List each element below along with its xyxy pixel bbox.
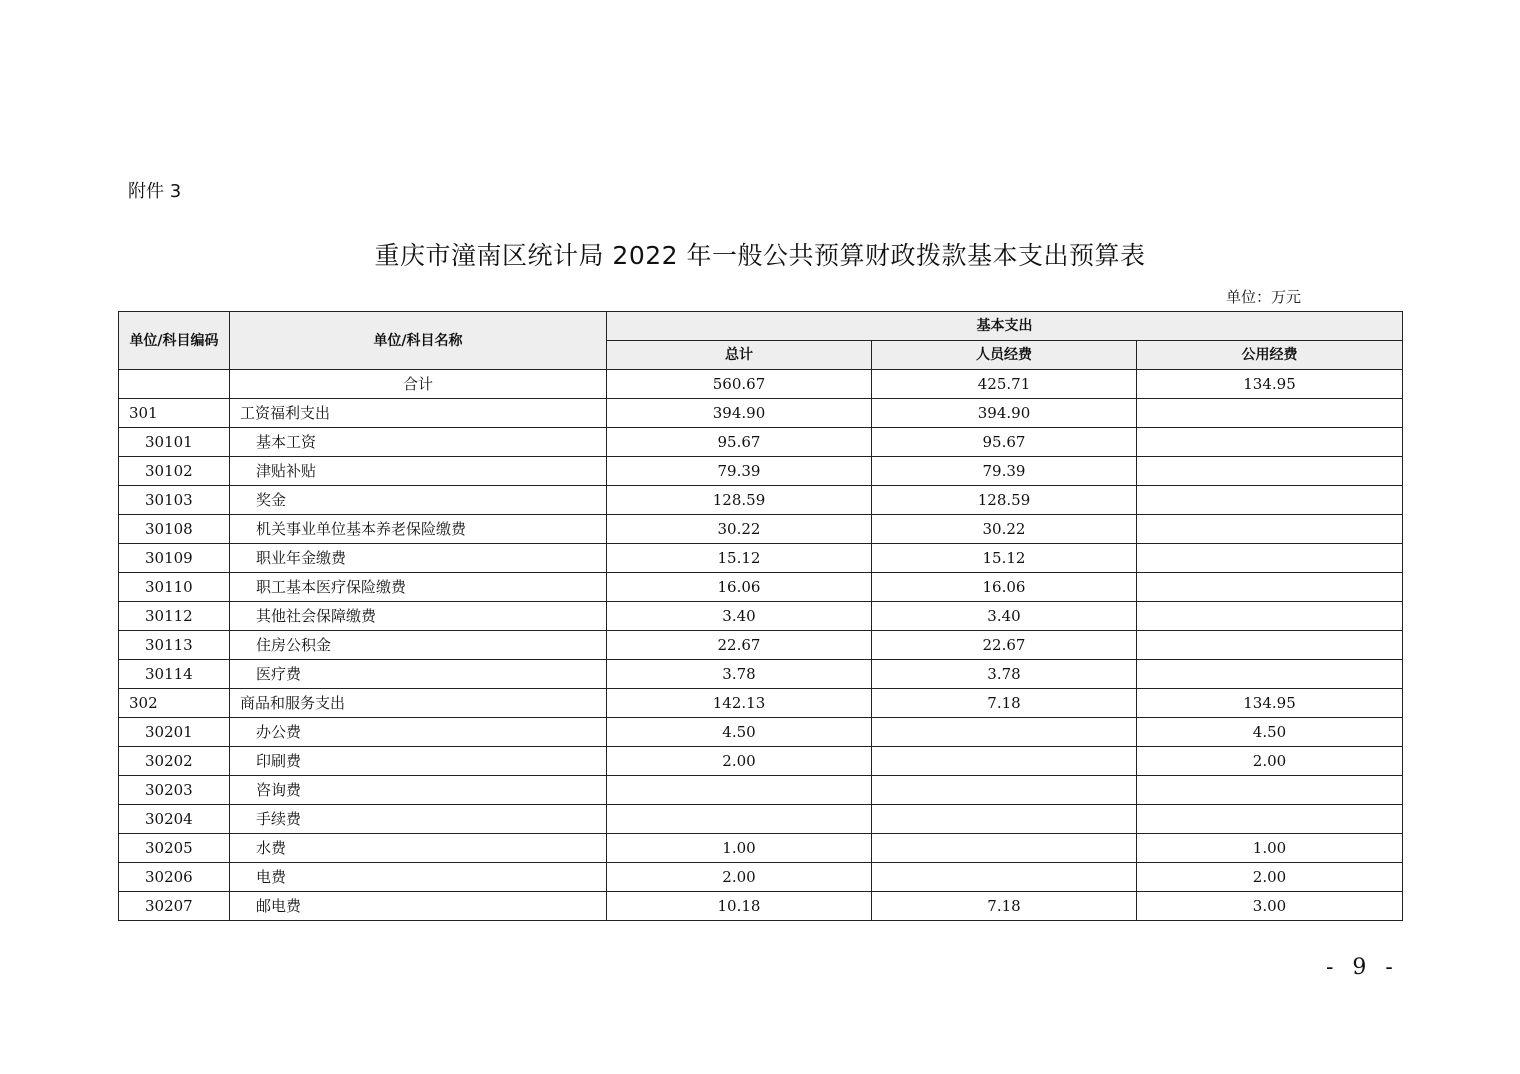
- cell-public: [1137, 457, 1403, 486]
- cell-code: 30109: [119, 544, 230, 573]
- cell-name: 办公费: [230, 718, 607, 747]
- header-total: 总计: [607, 341, 872, 370]
- cell-code: 30112: [119, 602, 230, 631]
- cell-code: 30110: [119, 573, 230, 602]
- cell-code: 30202: [119, 747, 230, 776]
- cell-total: 95.67: [607, 428, 872, 457]
- cell-total: 142.13: [607, 689, 872, 718]
- cell-name: 工资福利支出: [230, 399, 607, 428]
- cell-personnel: [872, 863, 1137, 892]
- cell-personnel: [872, 718, 1137, 747]
- cell-total: 79.39: [607, 457, 872, 486]
- cell-total: 3.40: [607, 602, 872, 631]
- cell-personnel: 3.78: [872, 660, 1137, 689]
- cell-code: 30101: [119, 428, 230, 457]
- cell-personnel: 7.18: [872, 892, 1137, 921]
- cell-code: 30205: [119, 834, 230, 863]
- cell-name: 印刷费: [230, 747, 607, 776]
- cell-name: 其他社会保障缴费: [230, 602, 607, 631]
- cell-name: 职工基本医疗保险缴费: [230, 573, 607, 602]
- header-public: 公用经费: [1137, 341, 1403, 370]
- cell-code: [119, 370, 230, 399]
- cell-public: [1137, 805, 1403, 834]
- cell-personnel: 30.22: [872, 515, 1137, 544]
- cell-name: 基本工资: [230, 428, 607, 457]
- cell-personnel: 79.39: [872, 457, 1137, 486]
- cell-name: 津贴补贴: [230, 457, 607, 486]
- cell-total: 4.50: [607, 718, 872, 747]
- table-row: [119, 834, 1403, 863]
- table-row: [119, 718, 1403, 747]
- cell-total: 1.00: [607, 834, 872, 863]
- cell-public: 134.95: [1137, 370, 1403, 399]
- table-row: [119, 515, 1403, 544]
- cell-total: [607, 776, 872, 805]
- cell-personnel: 394.90: [872, 399, 1137, 428]
- cell-name: 机关事业单位基本养老保险缴费: [230, 515, 607, 544]
- cell-public: [1137, 544, 1403, 573]
- cell-name: 咨询费: [230, 776, 607, 805]
- cell-public: 2.00: [1137, 747, 1403, 776]
- cell-public: 1.00: [1137, 834, 1403, 863]
- cell-public: [1137, 486, 1403, 515]
- cell-public: 134.95: [1137, 689, 1403, 718]
- table-row: [119, 892, 1403, 921]
- table-row: [119, 776, 1403, 805]
- cell-name: 电费: [230, 863, 607, 892]
- cell-name: 奖金: [230, 486, 607, 515]
- cell-total: 2.00: [607, 747, 872, 776]
- cell-name: 职业年金缴费: [230, 544, 607, 573]
- cell-total: 15.12: [607, 544, 872, 573]
- cell-code: 30207: [119, 892, 230, 921]
- cell-code: 30113: [119, 631, 230, 660]
- cell-public: [1137, 602, 1403, 631]
- cell-total: 2.00: [607, 863, 872, 892]
- header-personnel: 人员经费: [872, 341, 1137, 370]
- table-row: [119, 457, 1403, 486]
- cell-personnel: 128.59: [872, 486, 1137, 515]
- table-row: [119, 805, 1403, 834]
- cell-code: 30102: [119, 457, 230, 486]
- cell-total: 16.06: [607, 573, 872, 602]
- cell-personnel: 425.71: [872, 370, 1137, 399]
- table-row: [119, 486, 1403, 515]
- table-row: [119, 399, 1403, 428]
- header-name: 单位/科目名称: [230, 312, 607, 370]
- cell-public: [1137, 631, 1403, 660]
- cell-code: 30103: [119, 486, 230, 515]
- cell-code: 30108: [119, 515, 230, 544]
- cell-public: [1137, 573, 1403, 602]
- cell-personnel: [872, 834, 1137, 863]
- table-row: [119, 863, 1403, 892]
- header-basic-expenditure: 基本支出: [607, 312, 1403, 341]
- unit-label: 单位：万元: [1226, 288, 1302, 306]
- cell-public: 3.00: [1137, 892, 1403, 921]
- cell-code: 301: [119, 399, 230, 428]
- cell-personnel: [872, 805, 1137, 834]
- cell-public: 4.50: [1137, 718, 1403, 747]
- cell-personnel: [872, 776, 1137, 805]
- cell-code: 30204: [119, 805, 230, 834]
- cell-total: 10.18: [607, 892, 872, 921]
- cell-public: [1137, 428, 1403, 457]
- cell-total: 560.67: [607, 370, 872, 399]
- cell-name: 医疗费: [230, 660, 607, 689]
- table-row: [119, 544, 1403, 573]
- cell-name: 水费: [230, 834, 607, 863]
- cell-public: [1137, 660, 1403, 689]
- cell-public: 2.00: [1137, 863, 1403, 892]
- cell-name: 邮电费: [230, 892, 607, 921]
- cell-total: 30.22: [607, 515, 872, 544]
- cell-personnel: 15.12: [872, 544, 1137, 573]
- cell-personnel: [872, 747, 1137, 776]
- page-number: - 9 -: [1326, 955, 1399, 980]
- cell-code: 30206: [119, 863, 230, 892]
- table-row: [119, 689, 1403, 718]
- cell-name: 手续费: [230, 805, 607, 834]
- table-row: [119, 602, 1403, 631]
- page-title: 重庆市潼南区统计局 2022 年一般公共预算财政拨款基本支出预算表: [374, 241, 1146, 270]
- cell-personnel: 7.18: [872, 689, 1137, 718]
- cell-total: 128.59: [607, 486, 872, 515]
- cell-code: 30203: [119, 776, 230, 805]
- cell-name: 合计: [230, 370, 607, 399]
- table-row: [119, 747, 1403, 776]
- cell-public: [1137, 776, 1403, 805]
- cell-personnel: 16.06: [872, 573, 1137, 602]
- table-row: [119, 631, 1403, 660]
- cell-personnel: 3.40: [872, 602, 1137, 631]
- cell-name: 住房公积金: [230, 631, 607, 660]
- budget-table: [118, 311, 1403, 921]
- attachment-label: 附件 3: [128, 181, 182, 202]
- cell-code: 302: [119, 689, 230, 718]
- cell-personnel: 22.67: [872, 631, 1137, 660]
- table-body: [119, 370, 1403, 921]
- cell-total: 22.67: [607, 631, 872, 660]
- cell-personnel: 95.67: [872, 428, 1137, 457]
- header-code: 单位/科目编码: [119, 312, 230, 370]
- cell-total: 3.78: [607, 660, 872, 689]
- table-row: [119, 573, 1403, 602]
- table-row: [119, 428, 1403, 457]
- cell-code: 30201: [119, 718, 230, 747]
- cell-name: 商品和服务支出: [230, 689, 607, 718]
- cell-total: 394.90: [607, 399, 872, 428]
- cell-public: [1137, 399, 1403, 428]
- table-row: [119, 660, 1403, 689]
- cell-public: [1137, 515, 1403, 544]
- cell-total: [607, 805, 872, 834]
- table-row: [119, 370, 1403, 399]
- cell-code: 30114: [119, 660, 230, 689]
